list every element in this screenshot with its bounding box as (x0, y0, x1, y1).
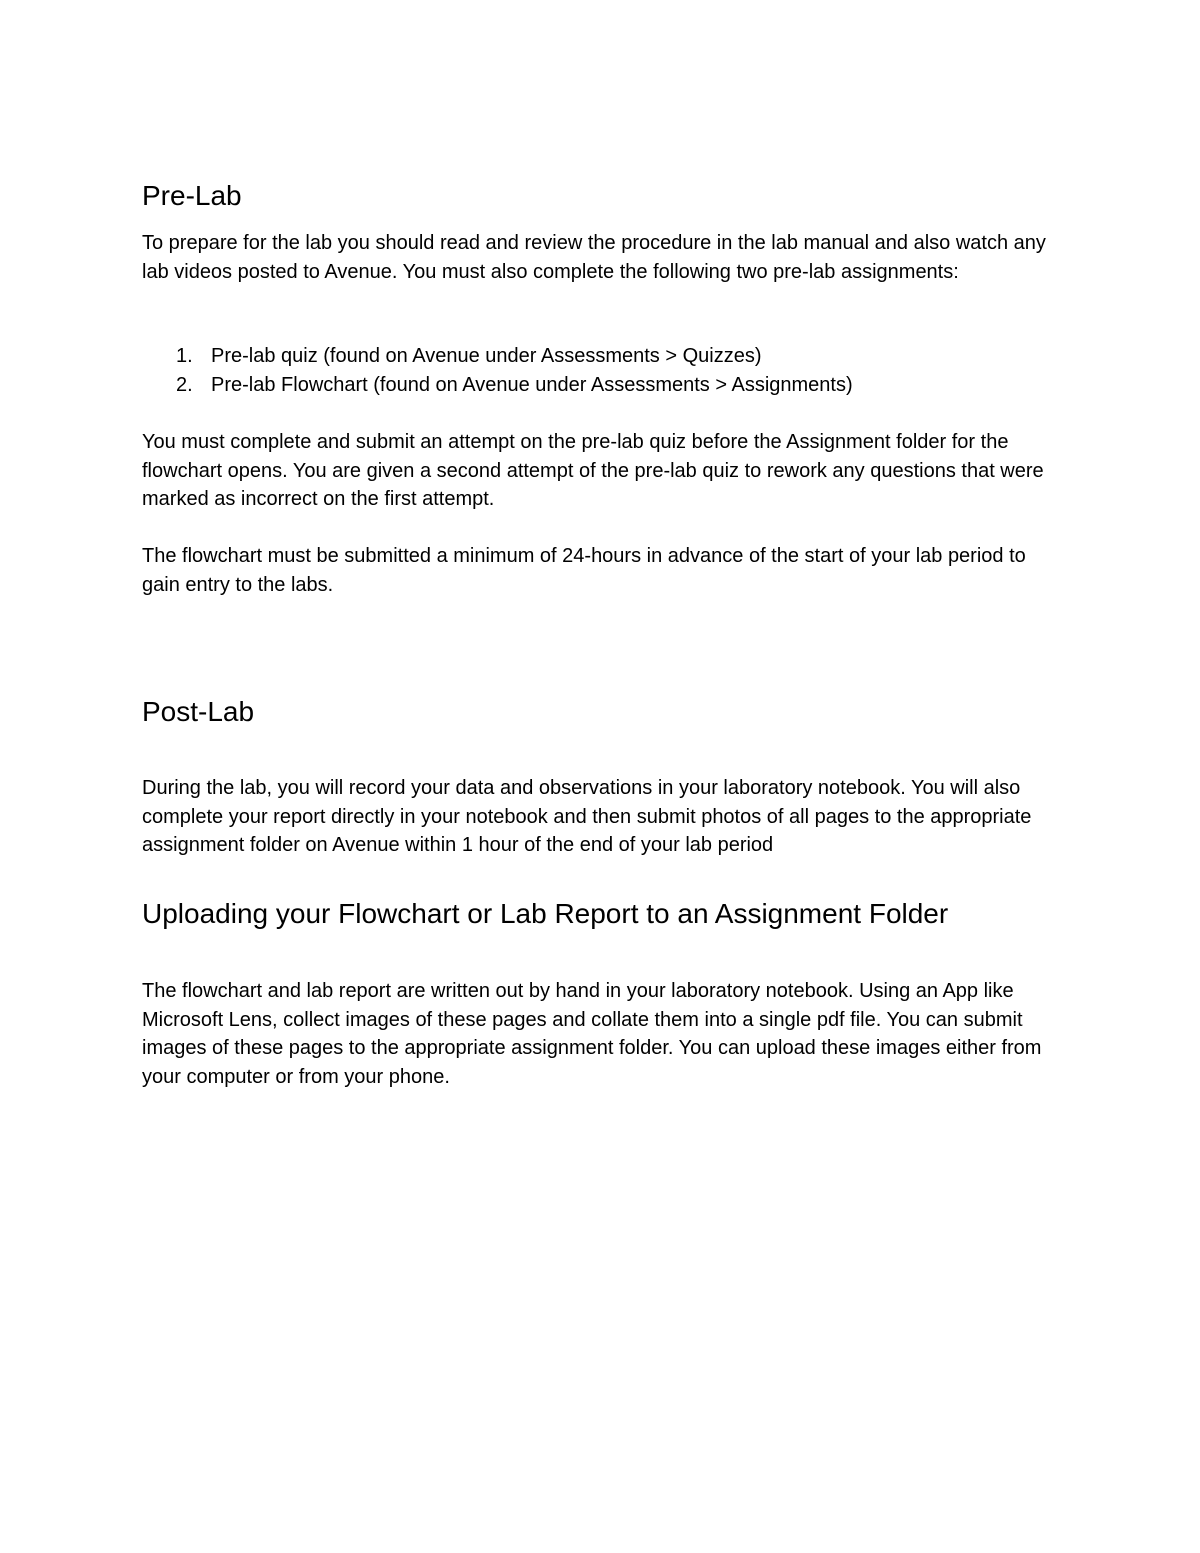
prelab-heading: Pre-Lab (142, 180, 242, 211)
document-page (142, 0, 1062, 1553)
postlab-body: During the lab, you will record your data and observations in your laboratory notebook. You will also complete your report directly in your notebook and then submit photos of all pages to the appropriate assignment folder on Avenue within 1 hour of the end of your lab period (142, 777, 1032, 857)
list-item (142, 371, 853, 400)
list-item-number: 1. (176, 345, 193, 367)
prelab-assignment-list (142, 342, 853, 399)
prelab-intro: To prepare for the lab you should read and review the procedure in the lab manual and also watch any lab videos posted to Avenue. You must also complete the following two pre-lab assignments: (142, 232, 1046, 283)
list-item-number: 2. (176, 373, 193, 396)
prelab-flowchart-note: The flowchart must be submitted a minimum of 24-hours in advance of the start of your lab period to gain entry to the labs. (142, 545, 1026, 596)
list-item (142, 342, 853, 371)
list-item-text: Pre-lab Flowchart (found on Avenue under Assessments > Assignments) (211, 373, 853, 396)
postlab-heading: Post-Lab (142, 696, 255, 727)
uploading-body: The flowchart and lab report are written out by hand in your laboratory notebook. Using an App like Microsoft Lens, collect images of these pages and collate them into a single pdf file. You can submit images of these pages to the appropriate assignment folder. You can upload these images either from your computer or from your phone. (142, 980, 1042, 1089)
uploading-heading: Uploading your Flowchart or Lab Report to an Assignment Folder (142, 898, 949, 929)
list-item-text: Pre-lab quiz (found on Avenue under Assessments > Quizzes) (211, 345, 762, 367)
prelab-quiz-note: You must complete and submit an attempt on the pre-lab quiz before the Assignment folder for the flowchart opens. You are given a second attempt of the pre-lab quiz to rework any questions that were marked as incorrect on the first attempt. (142, 431, 1044, 511)
